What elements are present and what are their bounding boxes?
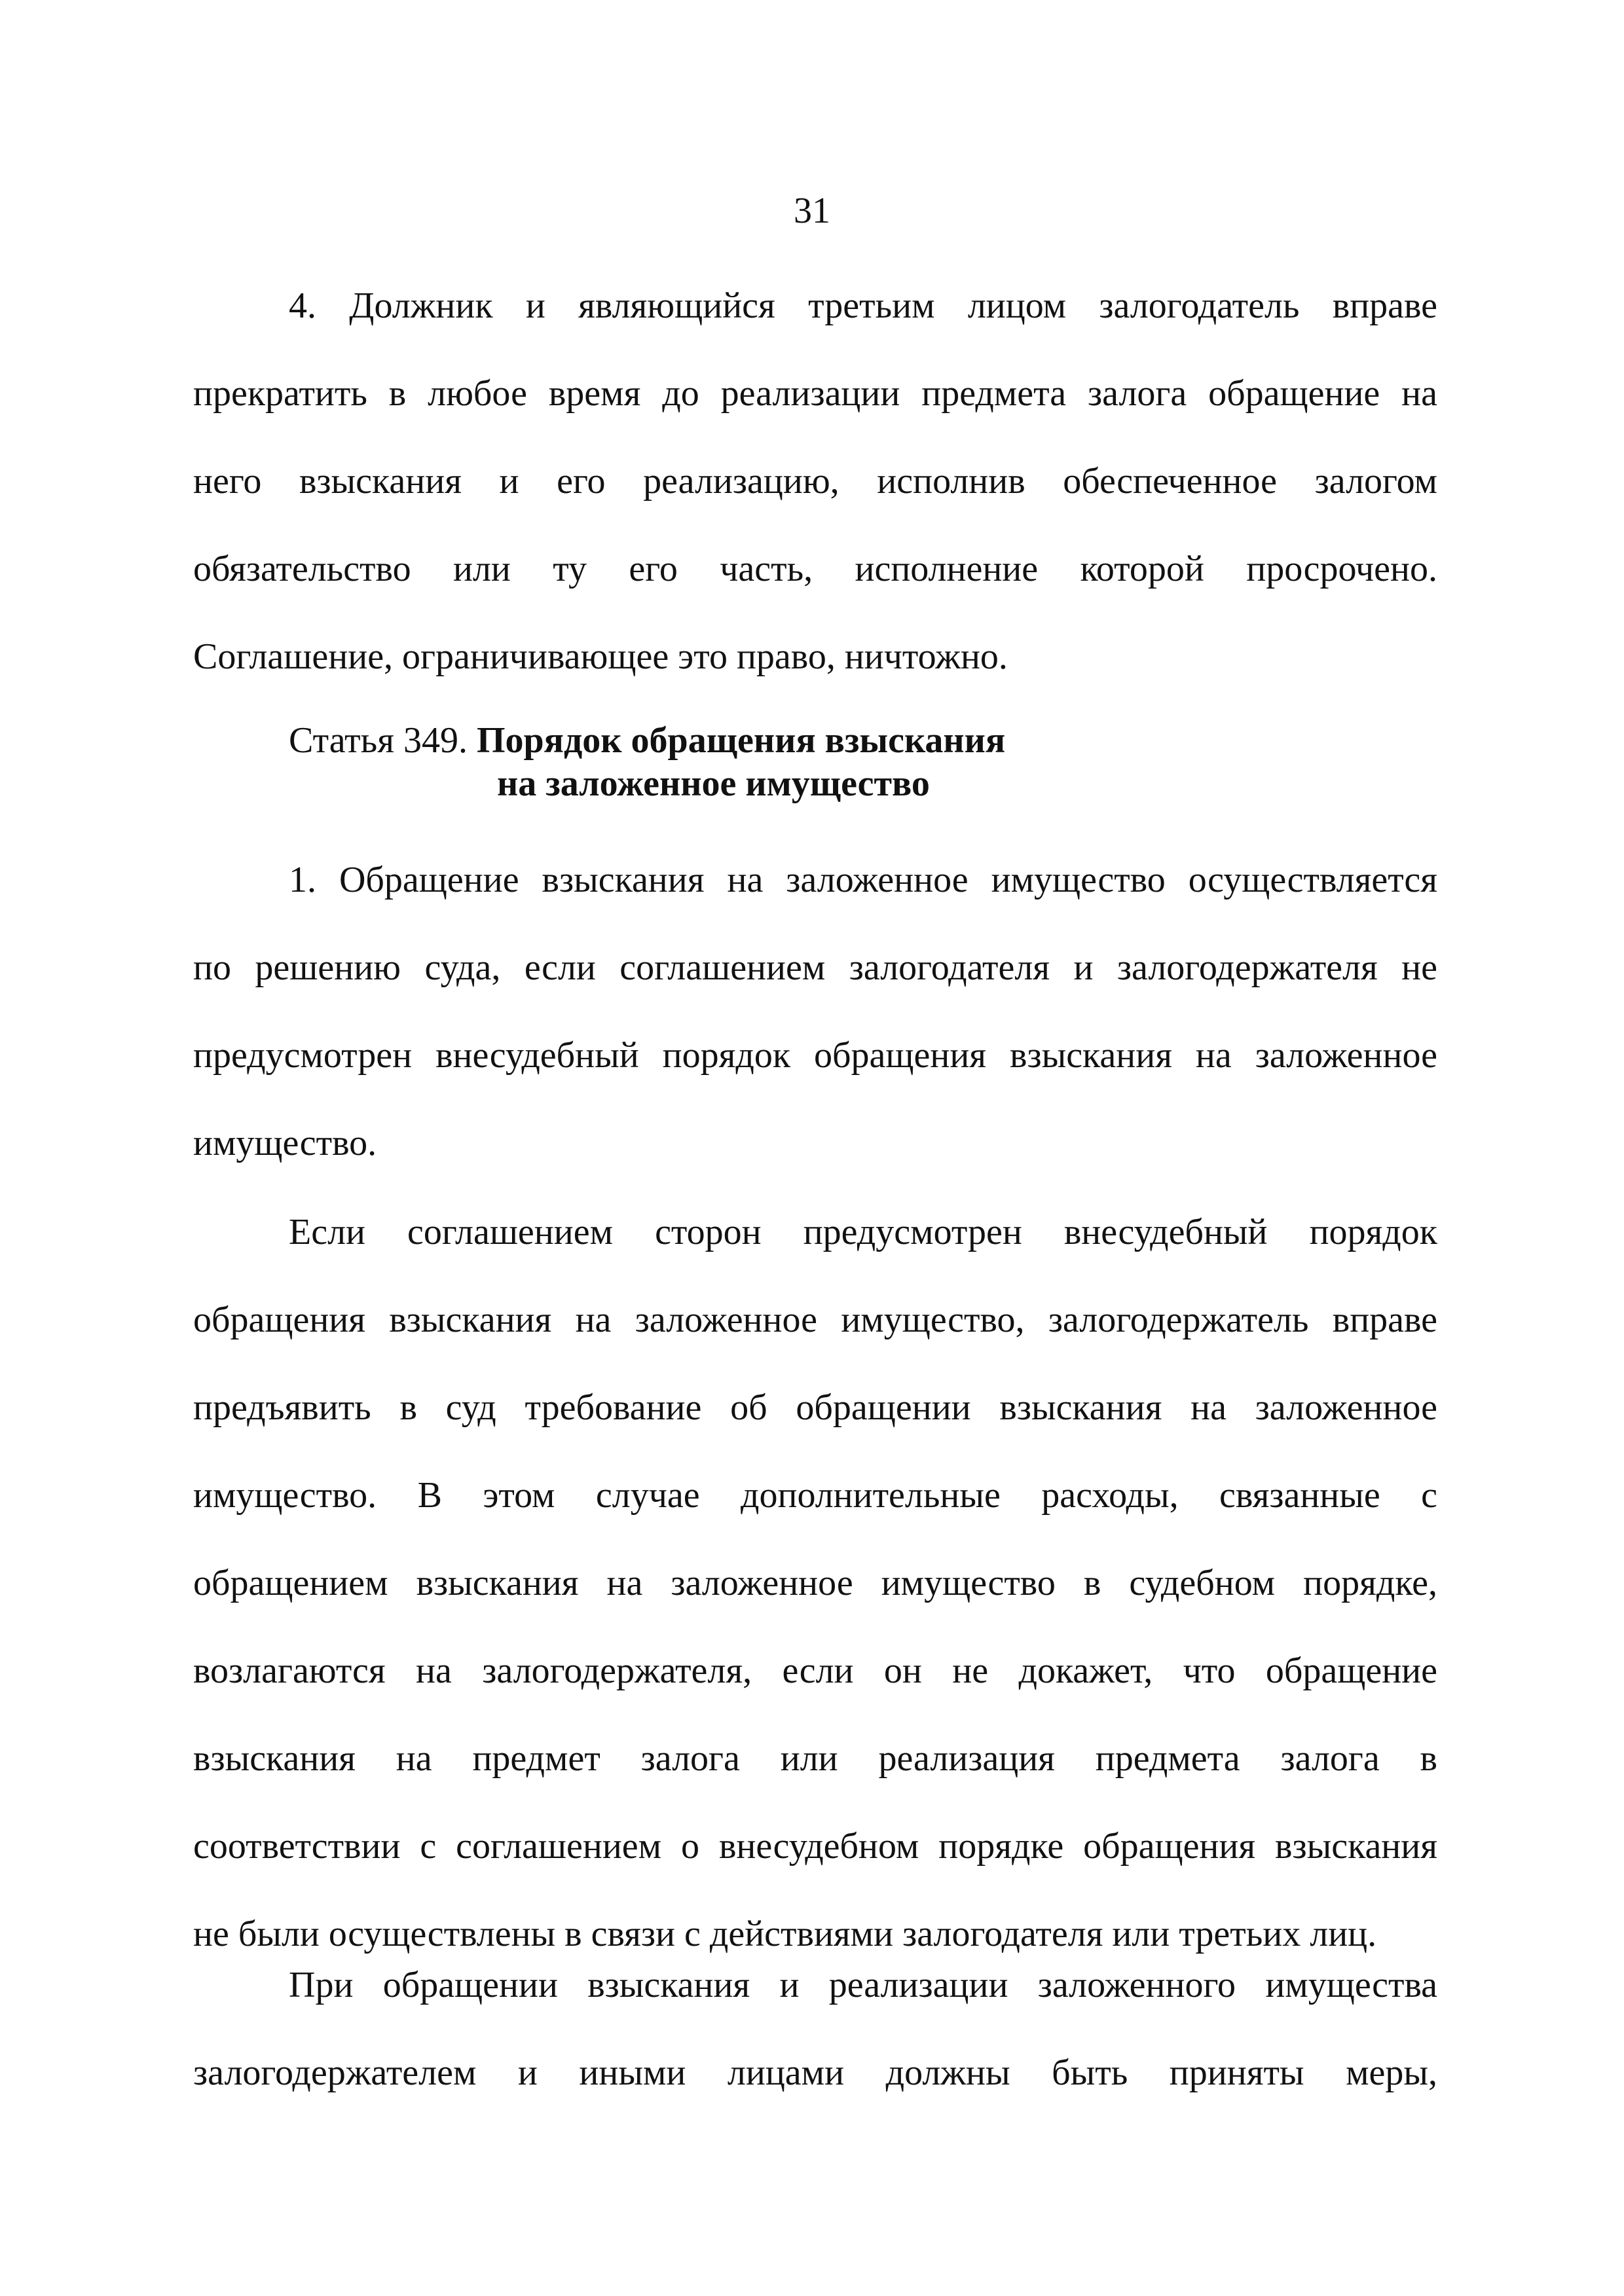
paragraph-line: него взыскания и его реализацию, исполнив обеспеченное залогом [193,461,1437,501]
paragraph-line: по решению суда, если соглашением залогодателя и залогодержателя не [193,947,1437,988]
paragraph-line: предусмотрен внесудебный порядок обращения взыскания на заложенное [193,1035,1437,1076]
paragraph-1 [193,836,1437,1187]
paragraph-line: Если соглашением сторон предусмотрен внесудебный порядок [289,1212,1437,1252]
paragraph-line: При обращении взыскания и реализации заложенного имущества [289,1965,1437,2005]
paragraph-line: соответствии с соглашением о внесудебном порядке обращения взыскания [193,1826,1437,1867]
paragraph-line: 4. Должник и являющийся третьим лицом залогодатель вправе [289,285,1437,326]
paragraph-extrajudicial [193,1188,1437,1978]
paragraph-line: взыскания на предмет залога или реализация предмета залога в [193,1738,1437,1779]
paragraph-line: не были осуществлены в связи с действиями залогодателя или третьих лиц. [193,1914,1377,1954]
paragraph-line: предъявить в суд требование об обращении взыскания на заложенное [193,1387,1437,1428]
paragraph-line: обращением взыскания на заложенное имущество в судебном порядке, [193,1563,1437,1603]
page-number: 31 [794,191,830,231]
paragraph-line: возлагаются на залогодержателя, если он не докажет, что обращение [193,1650,1437,1691]
paragraph-line: Соглашение, ограничивающее это право, ничтожно. [193,636,1008,677]
paragraph-line: залогодержателем и иными лицами должны быть приняты меры, [193,2052,1437,2093]
paragraph-line: обязательство или ту его часть, исполнение которой просрочено. [193,549,1437,589]
paragraph-line: обращения взыскания на заложенное имущество, залогодержатель вправе [193,1300,1437,1340]
paragraph-line: 1. Обращение взыскания на заложенное имущество осуществляется [289,860,1437,900]
article-title-line2: на заложенное имущество [497,763,930,804]
paragraph-line: прекратить в любое время до реализации предмета залога обращение на [193,373,1437,414]
paragraph-realization [193,1941,1437,2117]
paragraph-line: имущество. [193,1123,377,1163]
article-heading [289,719,1402,805]
paragraph-4 [193,262,1437,701]
paragraph-line: имущество. В этом случае дополнительные расходы, связанные с [193,1475,1437,1516]
article-title-line1: Порядок обращения взыскания [476,720,1006,761]
article-label: Статья 349. [289,720,468,761]
